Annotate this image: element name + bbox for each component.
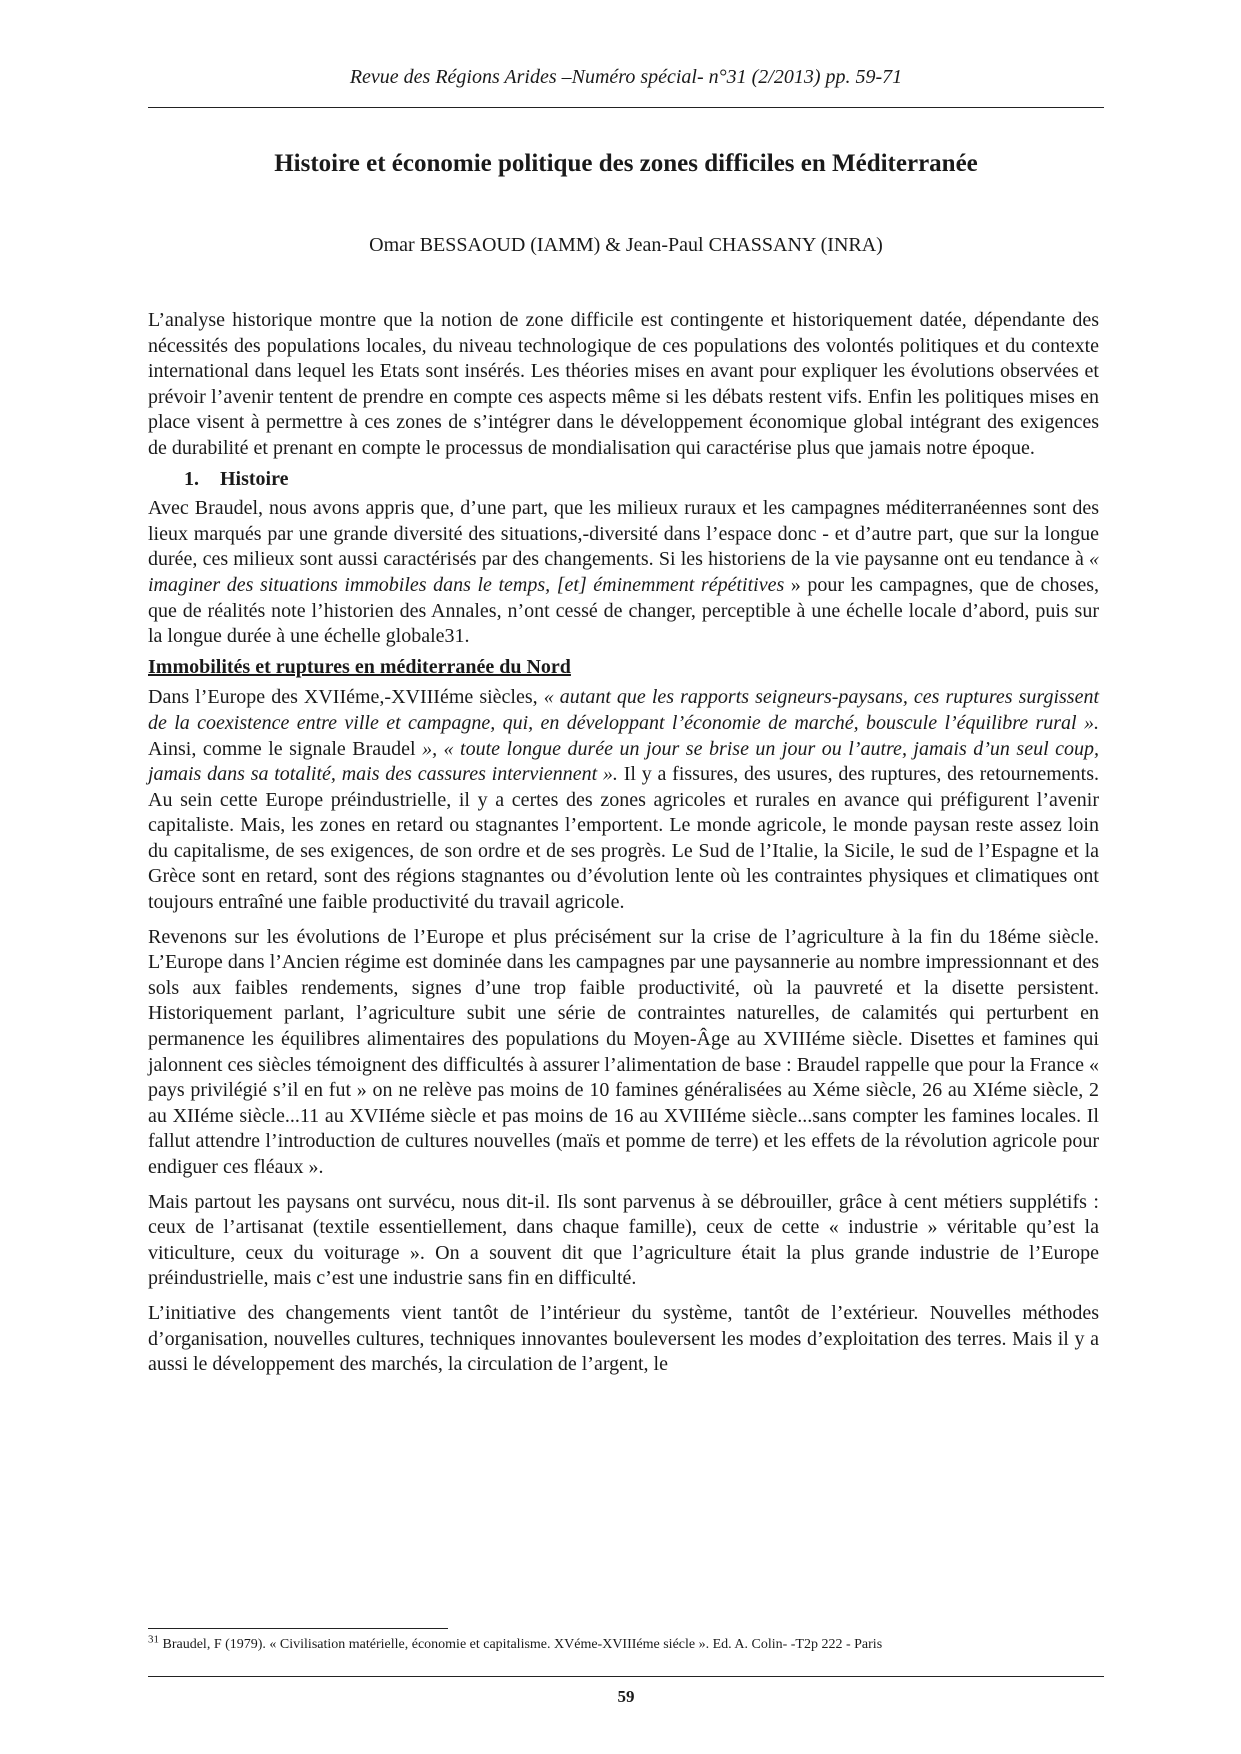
text-run: Il y a fissures, des usures, des ruptures, des retournements. Au sein cette Europe préindustrielle, il y a certes des zones agricoles et rurales en avance qui préfigurent l’avenir capitaliste. Mais, les zones en retard ou stagnantes l’emportent. Le monde agricole, le monde paysan reste assez loin du capitalisme, de ses exigences, de son ordre et de ses progrès. Le Sud de l’Italie, la Sicile, le sud de l’Espagne et la Grèce sont en retard, sont des régions stagnantes ou d’évolution lente où les contraintes physiques et climatiques ont toujours entraîné une faible productivité du travail agricole. xyxy=(148,763,1099,914)
text-run: » pour les campagnes, que de choses, que de réalités note l’historien des Annales, n’ont cessé de changer, perceptible à une échelle locale d’abord, puis sur la longue durée à une échelle globale xyxy=(148,573,1099,648)
article-body xyxy=(148,308,1099,1387)
body-paragraph xyxy=(148,496,1099,650)
section-heading xyxy=(148,467,1099,493)
section-number: 1. xyxy=(184,467,199,490)
header-rule xyxy=(148,107,1104,108)
text-run: Dans l’Europe des XVIIéme,-XVIIIéme siècles, xyxy=(148,686,544,709)
page-number: 59 xyxy=(617,1687,635,1706)
footnote-rule xyxy=(148,1628,448,1629)
quote-run: « imaginer des situations immobiles dans le temps, [et] éminemment répétitives xyxy=(148,548,1099,596)
footnote-text: Braudel, F (1979). « Civilisation matérielle, économie et capitalisme. XVéme-XVIIIéme siécle ». Ed. A. Colin- -T2p 222 - Paris xyxy=(159,1637,883,1652)
footnote-marker: 31 xyxy=(148,1633,159,1646)
running-head: Revue des Régions Arides –Numéro spécial- n°31 (2/2013) pp. 59-71 xyxy=(349,66,903,88)
text-run: . xyxy=(464,625,470,648)
subsection-heading: Immobilités et ruptures en méditerranée du Nord xyxy=(148,655,571,678)
abstract-paragraph: L’analyse historique montre que la notion de zone difficile est contingente et historiquement datée, dépendante des nécessités des populations locales, du niveau technologique de ces populations des volontés politiques et du contexte international dans lequel les Etats sont insérés. Les théories mises en avant pour expliquer les évolutions observées et prévoir l’avenir tentent de prendre en compte ces aspects même si les débats restent vifs. Enfin les politiques mises en place visent à permettre à ces zones de s’intégrer dans le développement économique global intégrant des exigences de durabilité et prenant en compte le processus de mondialisation qui caractérise plus que jamais notre époque. xyxy=(148,309,1099,459)
quote-run: « autant que les rapports seigneurs-paysans, ces ruptures surgissent de la coexistence entre ville et campagne, qui, en développant l’économie de marché, bouscule l’équilibre rural ». xyxy=(148,686,1100,734)
article-title: Histoire et économie politique des zones difficiles en Méditerranée xyxy=(274,150,978,177)
body-paragraph: L’initiative des changements vient tantôt de l’intérieur du système, tantôt de l’extérieur. Nouvelles méthodes d’organisation, nouvelles cultures, techniques innovantes bouleversent les modes d’exploitation des terres. Mais il y a aussi le développement des marchés, la circulation de l’argent, le xyxy=(148,1301,1099,1376)
section-title: Histoire xyxy=(220,467,289,490)
footnote-reference[interactable]: 31 xyxy=(444,625,465,648)
body-paragraph: Mais partout les paysans ont survécu, nous dit-il. Ils sont parvenus à se débrouiller, grâce à cent métiers supplétifs : ceux de l’artisanat (textile essentiellement, dans chaque famille), ceux de cette « industrie » véritable qu’est la viticulture, ceux du voiturage ». On a souvent dit que l’agriculture était la plus grande industrie de l’Europe préindustrielle, mais c’est une industrie sans fin en difficulté. xyxy=(148,1190,1099,1290)
text-run: Ainsi, comme le signale Braudel xyxy=(148,737,423,760)
body-paragraph xyxy=(148,685,1099,915)
footnote xyxy=(148,1633,1099,1654)
footer-rule xyxy=(148,1676,1104,1677)
quote-run: », « toute longue durée un jour se brise un jour ou l’autre, jamais d’un seul coup, jamais dans sa totalité, mais des cassures interviennent ». xyxy=(148,737,1099,786)
article-authors: Omar BESSAOUD (IAMM) & Jean-Paul CHASSANY (INRA) xyxy=(369,234,883,256)
text-run: Avec Braudel, nous avons appris que, d’une part, que les milieux ruraux et les campagnes méditerranéennes sont des lieux marqués par une grande diversité des situations,-diversité dans l’espace donc - et d’autre part, que sur la longue durée, ces milieux sont aussi caractérisés par des changements. Si les historiens de la vie paysanne ont eu tendance à xyxy=(148,497,1099,571)
body-paragraph: Revenons sur les évolutions de l’Europe et plus précisément sur la crise de l’agriculture à la fin du 18éme siècle. L’Europe dans l’Ancien régime est dominée dans les campagnes par une paysannerie au nombre impressionnant et des sols aux faibles rendements, signes d’une trop faible productivité, où la pauvreté et la disette persistent. Historiquement parlant, l’agriculture subit une série de contraintes naturelles, de calamités qui perturbent en permanence les équilibres alimentaires des populations du Moyen-Âge au XVIIIéme siècle. Disettes et famines qui jalonnent ces siècles témoignent des difficultés à assurer l’alimentation de base : Braudel rappelle que pour la France « pays privilégié s’il en fut » on ne relève pas moins de 10 famines généralisées au Xéme siècle, 26 au XIéme siècle, 2 au XIIéme siècle...11 au XVIIéme siècle et pas moins de 16 au XVIIIéme siècle...sans compter les famines locales. Il fallut attendre l’introduction de cultures nouvelles (maïs et pomme de terre) et les effets de la révolution agricole pour endiguer ces fléaux ». xyxy=(148,925,1099,1178)
